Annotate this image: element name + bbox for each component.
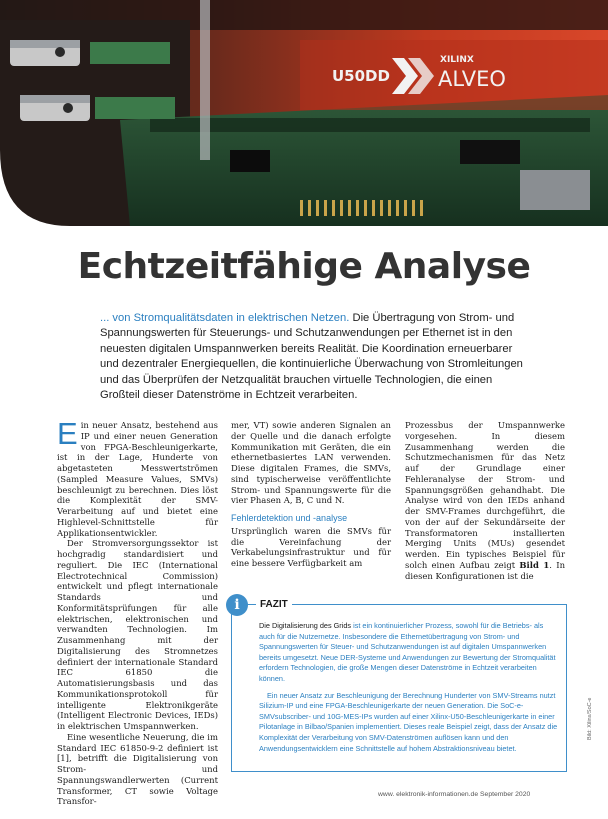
image-credit: Bild: Xilinx/SoC-e xyxy=(587,697,593,740)
fazit-box xyxy=(231,597,567,772)
drop-cap: E xyxy=(57,416,78,451)
hero-photo xyxy=(0,0,608,226)
body-text: Prozessbus der Umspannwerke vorgesehen. In diesem Zusammenhang werden die Schutzmechanismen für das Netz auf der Grundlage einer Fehleranalyse der Strom- und Spannungsgrößen gehandhabt. Die Analyse wird von den IEDs anhand der SMV-Frames durchgeführt, die von der auf der Sekundärseite der Transformatoren installierten Merging Units (MUs) gesendet werden. Ein typisches Beispiel für solch einen Aufbau zeigt xyxy=(405,420,565,570)
section-subheading: Fehlerdetektion und -analyse xyxy=(231,513,348,523)
body-paragraph: mer, VT) sowie anderen Signalen an der Quelle und die danach erfolgte Kommunikation mit Geräten, die ein ethernetbasiertes LAN verwenden. Diese digitalen Frames, die SMVs, sind typischerweise veröffentlichte Strom- und Spannungswerte für die vier Phasen A, B, C und N. xyxy=(231,420,391,506)
body-paragraph: Ursprünglich waren die SMVs für die Vereinfachung der Verkabelungsinfrastruktur und für eine bessere Verfügbarkeit am xyxy=(231,525,391,568)
fazit-paragraph: Ein neuer Ansatz zur Beschleunigung der Berechnung Hunderter von SMV-Streams nutzt Silizium-IP und eine FPGA-Beschleunigerkarte der neuen Generation. Die SoC-e-SMVsubscriber- und 10G-MES-IPs wurden auf einer Xilinx-U50-Beschleunigerkarte in einer Pilotanlage in Bilbao/Spanien implementiert. Dieses reale Beispiel zeigt, dass der Ansatz die Komplexität der Verarbeitung von SMV-Datenströmen auflösen kann und den Anwendungsentwicklern eine Schnittstelle auf hohem Abstraktionsniveau bietet. xyxy=(259,690,558,753)
figure-reference: Bild 1 xyxy=(519,559,550,570)
brand-label: XILINX xyxy=(440,55,474,65)
fpga-card-illustration xyxy=(0,0,608,226)
fazit-lead: Die Digitalisierung des Grids xyxy=(259,621,352,630)
body-paragraph xyxy=(405,420,565,581)
fazit-paragraph xyxy=(259,621,559,685)
info-icon: i xyxy=(226,594,248,616)
body-column-2 xyxy=(231,420,391,569)
fazit-heading: FAZIT xyxy=(256,599,292,610)
lead-body: Die Übertragung von Strom- und Spannungswerten für Steuerungs- und Schutzanwendungen per Ethernet ist in den neuesten digitalen Umspannwerken bereits Realität. Die Koordination erneuerbarer und dezentraler Energiequellen, die kontinuierliche Überwachung von Stromleitungen und das Überprüfen der Netzqualität brauchen virtuelle Technologien, die einen Großteil dieser Datenströme in Echtzeit verarbeiten. xyxy=(100,312,523,402)
body-paragraph: Der Stromversorgungssektor ist hochgradig standardisiert und reguliert. Die IEC (International Electrotechnical Commission) entwickelt und pflegt internationale Standards und Konformitätsprüfungen für alle elektrischen, elektronischen und verwandten Technologien. Im Zusammenhang mit der Digitalisierung des Stromnetzes definiert der internationale Standard IEC 61850 die Automatisierungsbasis und das Kommunikationsprotokoll für intelligente Elektronikgeräte (Intelligent Electronic Devices, IEDs) in elektrischen Umspannwerken. xyxy=(57,538,218,731)
body-paragraph: Eine wesentliche Neuerung, die im Standard IEC 61850-9-2 definiert ist [1], betrifft die Digitalisierung von Strom- und Spannungswandlerwerten (Current Transformer, CT sowie Voltage Transfor- xyxy=(57,731,218,807)
product-label: ALVEO xyxy=(438,67,506,91)
body-text: in neuer Ansatz, bestehend aus IP und einer neuen Generation von FPGA-Beschleunigerkarte, ist in der Lage, Hunderte von abgetasteten Messwertströmen (Sampled Measure Values, SMVs) beschleunigt zu berechnen. Dies löst die Komplexität der SMV-Verarbeitung auf und bietet eine Highlevel-Schnittstelle für Applikationsentwickler. xyxy=(57,420,218,538)
article-title: Echtzeitfähige Analyse xyxy=(77,246,531,287)
fazit-body: ist ein kontinuierlicher Prozess, sowohl für die Betriebs- als auch für die Nutzernetze. Insbesondere die Ethernetübertragung von Strom- und Spannungswerten für Steuer- und Schutzanwendungen ist auf digitalen Umspannwerken bereits umgesetzt. Neue DER-Systeme und Anwendungen zur Bewertung der Stromqualität erfordern Technologien, die große Mengen dieser Datenströme in Echtzeit verarbeiten können. xyxy=(259,621,556,683)
lead-paragraph xyxy=(100,311,532,403)
lead-kicker: ... von Stromqualitätsdaten in elektrischen Netzen. xyxy=(100,312,350,324)
board-label: U50DD xyxy=(332,67,390,85)
body-paragraph xyxy=(57,416,218,538)
fazit-text xyxy=(259,621,559,760)
page-footer: www. elektronik-informationen.de September 2020 xyxy=(378,791,531,798)
body-text: . In diesen Konfigurationen ist die xyxy=(405,559,566,581)
body-column-1 xyxy=(57,416,218,807)
body-column-3 xyxy=(405,420,565,581)
